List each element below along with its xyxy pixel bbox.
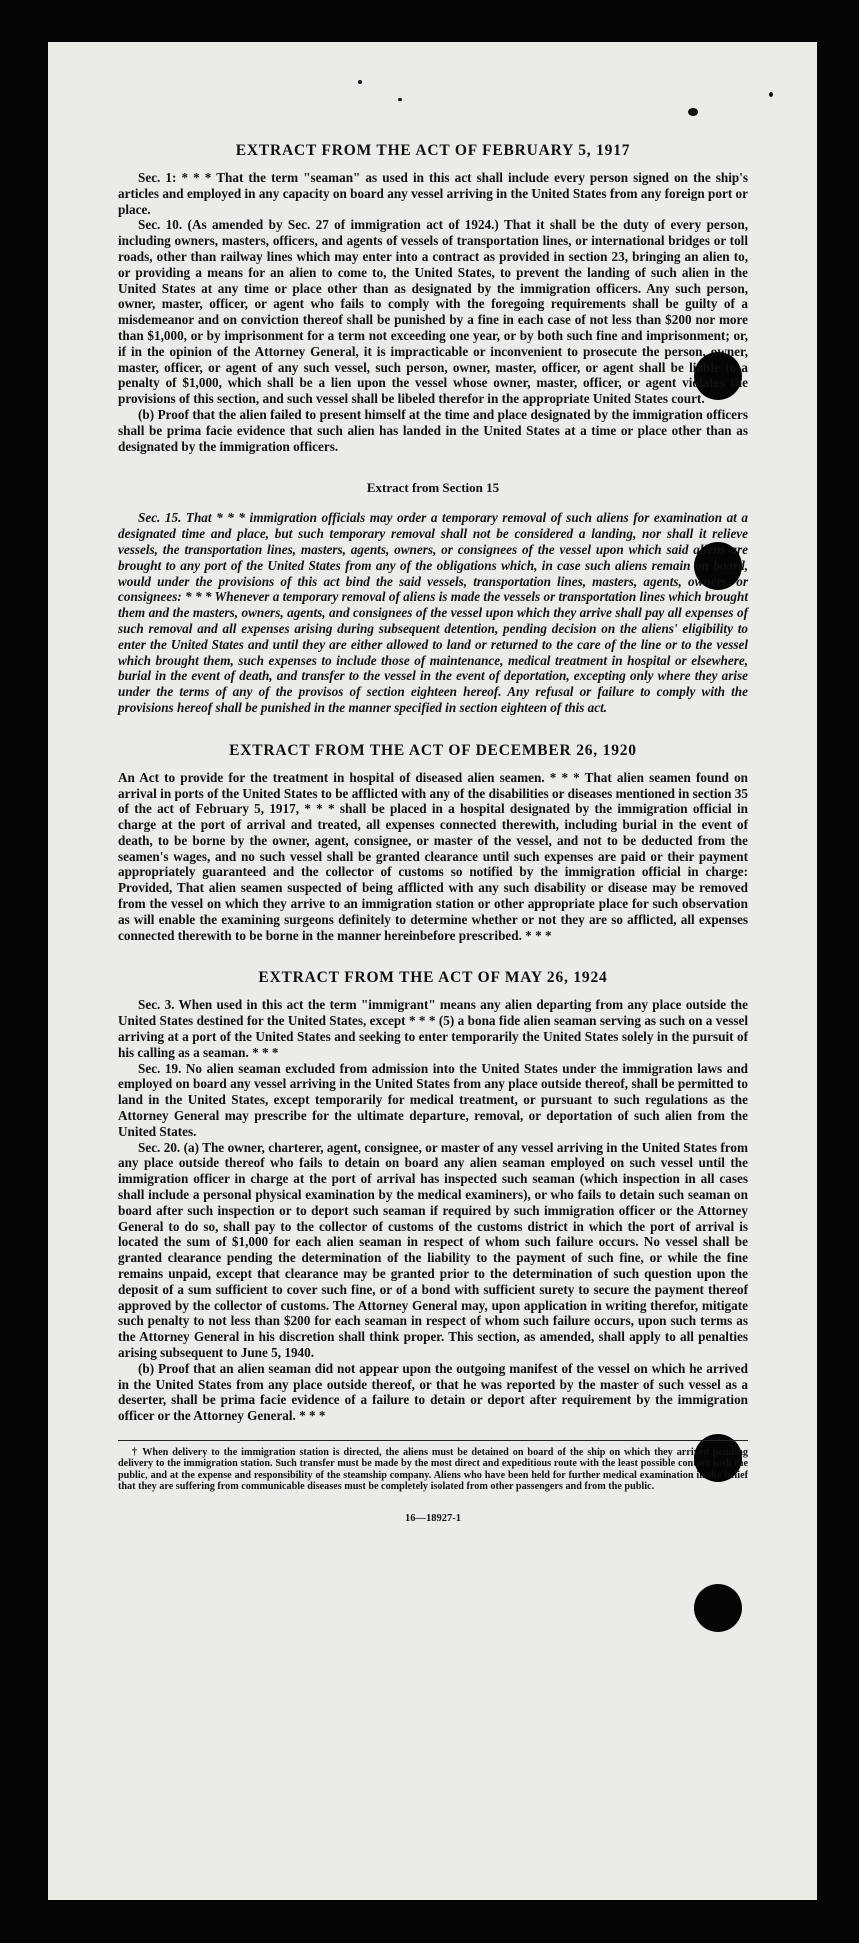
ink-speck: [398, 98, 402, 101]
footnote-text: † When delivery to the immigration station is directed, the aliens must be detained on board of the ship on which they arrived pending delivery to the immigration station. Such transfer must be made by the most direct and expeditious route with the least possible contact with the public, and at the expense and responsibility of the steamship company. Aliens who have been held for further medical examination in the belief that they are suffering from communicable diseases must be completely isolated from other passengers and from the public.: [118, 1446, 748, 1493]
section-heading: EXTRACT FROM THE ACT OF MAY 26, 1924: [258, 969, 608, 987]
paragraph: Sec. 10. (As amended by Sec. 27 of immigration act of 1924.) That it shall be the duty of every person, including owners, masters, officers, and agents of vessels of transportation lines, or international bridges or toll roads, other than railway lines which may enter into a contract as provided in section 23, bringing an alien to, or providing a means for an alien to come to, the United States, to prevent the landing of such alien in the United States at any time or place other than as designated by the immigration officers. Any such person, owner, master, officer, or agent who fails to comply with the foregoing requirements shall be guilty of a misdemeanor and on conviction thereof shall be punished by a fine in each case of not less than $200 nor more than $1,000, or by imprisonment for a term not exceeding one year, or by both such fine and imprisonment; or, if in the opinion of the Attorney General, it is impracticable or inconvenient to prosecute the person, owner, master, officer, or agent of any such vessel, such person, owner, master, officer, or agent shall be liable to a penalty of $1,000, which shall be a lien upon the vessel whose owner, master, officer, or agent violates the provisions of this section, and such vessel shall be libeled therefor in the appropriate United States court.: [118, 217, 748, 407]
paragraph: Sec. 3. When used in this act the term "immigrant" means any alien departing from any place outside the United States destined for the United States, except * * * (5) a bona fide alien seaman serving as such on a vessel arriving at a port of the United States and seeking to enter temporarily the United States solely in the pursuit of his calling as a seaman. * * *: [118, 997, 748, 1060]
footnote: [118, 1440, 748, 1493]
document-page: [48, 42, 817, 1900]
act-1924-section: [118, 969, 748, 1424]
subsection-heading: Extract from Section 15: [366, 480, 500, 496]
section-heading: EXTRACT FROM THE ACT OF DECEMBER 26, 1920: [229, 741, 637, 759]
paragraph: (b) Proof that the alien failed to present himself at the time and place designated by the immigration officers shall be prima facie evidence that such alien has landed in the United States at a time or place other than as designated by the immigration officers.: [118, 406, 748, 454]
paragraph: Sec. 15. That * * * immigration officials may order a temporary removal of such aliens for examination at a designated time and place, but such temporary removal shall not be considered a landing, nor shall it relieve vessels, the transportation lines, masters, agents, owners, or consignees of the vessel upon which said aliens are brought to any port of the United States from any of the obligations which, in case such aliens remain on board, would under the provisions of this act bind the said vessels, transportation lines, masters, agents, owners, or consignees: * * * Whenever a temporary removal of aliens is made the vessels or transportation lines which brought them and the masters, owners, agents, and consignees of the vessel upon which they arrive shall pay all expenses of such removal and all expenses arising during subsequent detention, pending decision on the aliens' eligibility to enter the United States and until they are either allowed to land or returned to the care of the line or to the vessel which brought them, such expenses to include those of maintenance, medical treatment in hospital or elsewhere, burial in the event of death, and transfer to the vessel in the event of deportation, excepting only where they arise under the terms of any of the provisos of section eighteen hereof. Any refusal or failure to comply with the provisions hereof shall be punished in the manner specified in section eighteen of this act.: [118, 510, 748, 715]
paragraph: An Act to provide for the treatment in hospital of diseased alien seamen. * * * That alien seamen found on arrival in ports of the United States to be afflicted with any of the disabilities or diseases mentioned in section 35 of the act of February 5, 1917, * * * shall be placed in a hospital designated by the immigration official in charge at the port of arrival and treated, all expenses connected therewith, including burial in the event of death, to be borne by the owner, agent, consignee, or master of the vessel, and not to be deducted from the seamen's wages, and no such vessel shall be granted clearance until such expenses are paid or their payment appropriately guaranteed and the collector of customs so notified by the immigration official in charge: Provided, That alien seamen suspected of being afflicted with any such disability or disease may be removed from the vessel on which they arrive to an immigration station or other appropriate place for such observation as will enable the examining surgeons definitely to determine whether or not they are so afflicted, all expenses connected therewith to be borne in the manner hereinbefore prescribed. * * *: [118, 769, 748, 943]
punch-hole: [694, 1584, 742, 1632]
document-body: [118, 142, 748, 1524]
act-1917-section: [118, 142, 748, 454]
paragraph: Sec. 1: * * * That the term "seaman" as used in this act shall include every person signed on the ship's articles and employed in any capacity on board any vessel arriving in the United States from any foreign port or place.: [118, 170, 748, 217]
paragraph: Sec. 19. No alien seaman excluded from admission into the United States under the immigration laws and employed on board any vessel arriving in the United States from any place outside thereof, shall be permitted to land in the United States, except temporarily for medical treatment, or pursuant to such regulations as the Attorney General may prescribe for the ultimate departure, removal, or deportation of such alien from the United States.: [118, 1060, 748, 1139]
section-heading: EXTRACT FROM THE ACT OF FEBRUARY 5, 1917: [235, 142, 631, 159]
paragraph: Sec. 20. (a) The owner, charterer, agent, consignee, or master of any vessel arriving in the United States from any place outside thereof who fails to detain on board any alien seaman employed on such vessel until the immigration officer in charge at the port of arrival has inspected such seaman (which inspection in all cases shall include a personal physical examination by the medical examiners), or who fails to detain such seaman on board after such inspection or to deport such seaman if required by such immigration officer or the Attorney General to do so, shall pay to the collector of customs of the customs district in which the port of arrival is located the sum of $1,000 for each alien seaman in respect of whom such failure occurs. No vessel shall be granted clearance pending the determination of the liability to the payment of such fine, or while the fine remains unpaid, except that clearance may be granted prior to the determination of such question upon the deposit of a sum sufficient to cover such fine, or of a bond with sufficient surety to secure the payment thereof approved by the collector of customs. The Attorney General may, upon application in writing therefor, mitigate such penalty to not less than $200 for each seaman in respect of whom such failure occurs, upon such terms as the Attorney General in his discretion shall think proper. This section, as amended, shall apply to all penalties arising subsequent to June 5, 1940.: [118, 1139, 748, 1360]
act-1920-section: [118, 742, 748, 944]
ink-speck: [688, 108, 698, 116]
paragraph: (b) Proof that an alien seaman did not appear upon the outgoing manifest of the vessel on which he arrived in the United States from any place outside thereof, or that he was reported by the master of such vessel as a deserter, shall be prima facie evidence of a failure to detain or deport after requirement by the immigration officer or the Attorney General. * * *: [118, 1360, 748, 1424]
document-number: 16—18927-1: [405, 1512, 461, 1524]
ink-speck: [358, 80, 362, 84]
ink-speck: [769, 92, 773, 97]
section-15-extract: [118, 480, 748, 715]
